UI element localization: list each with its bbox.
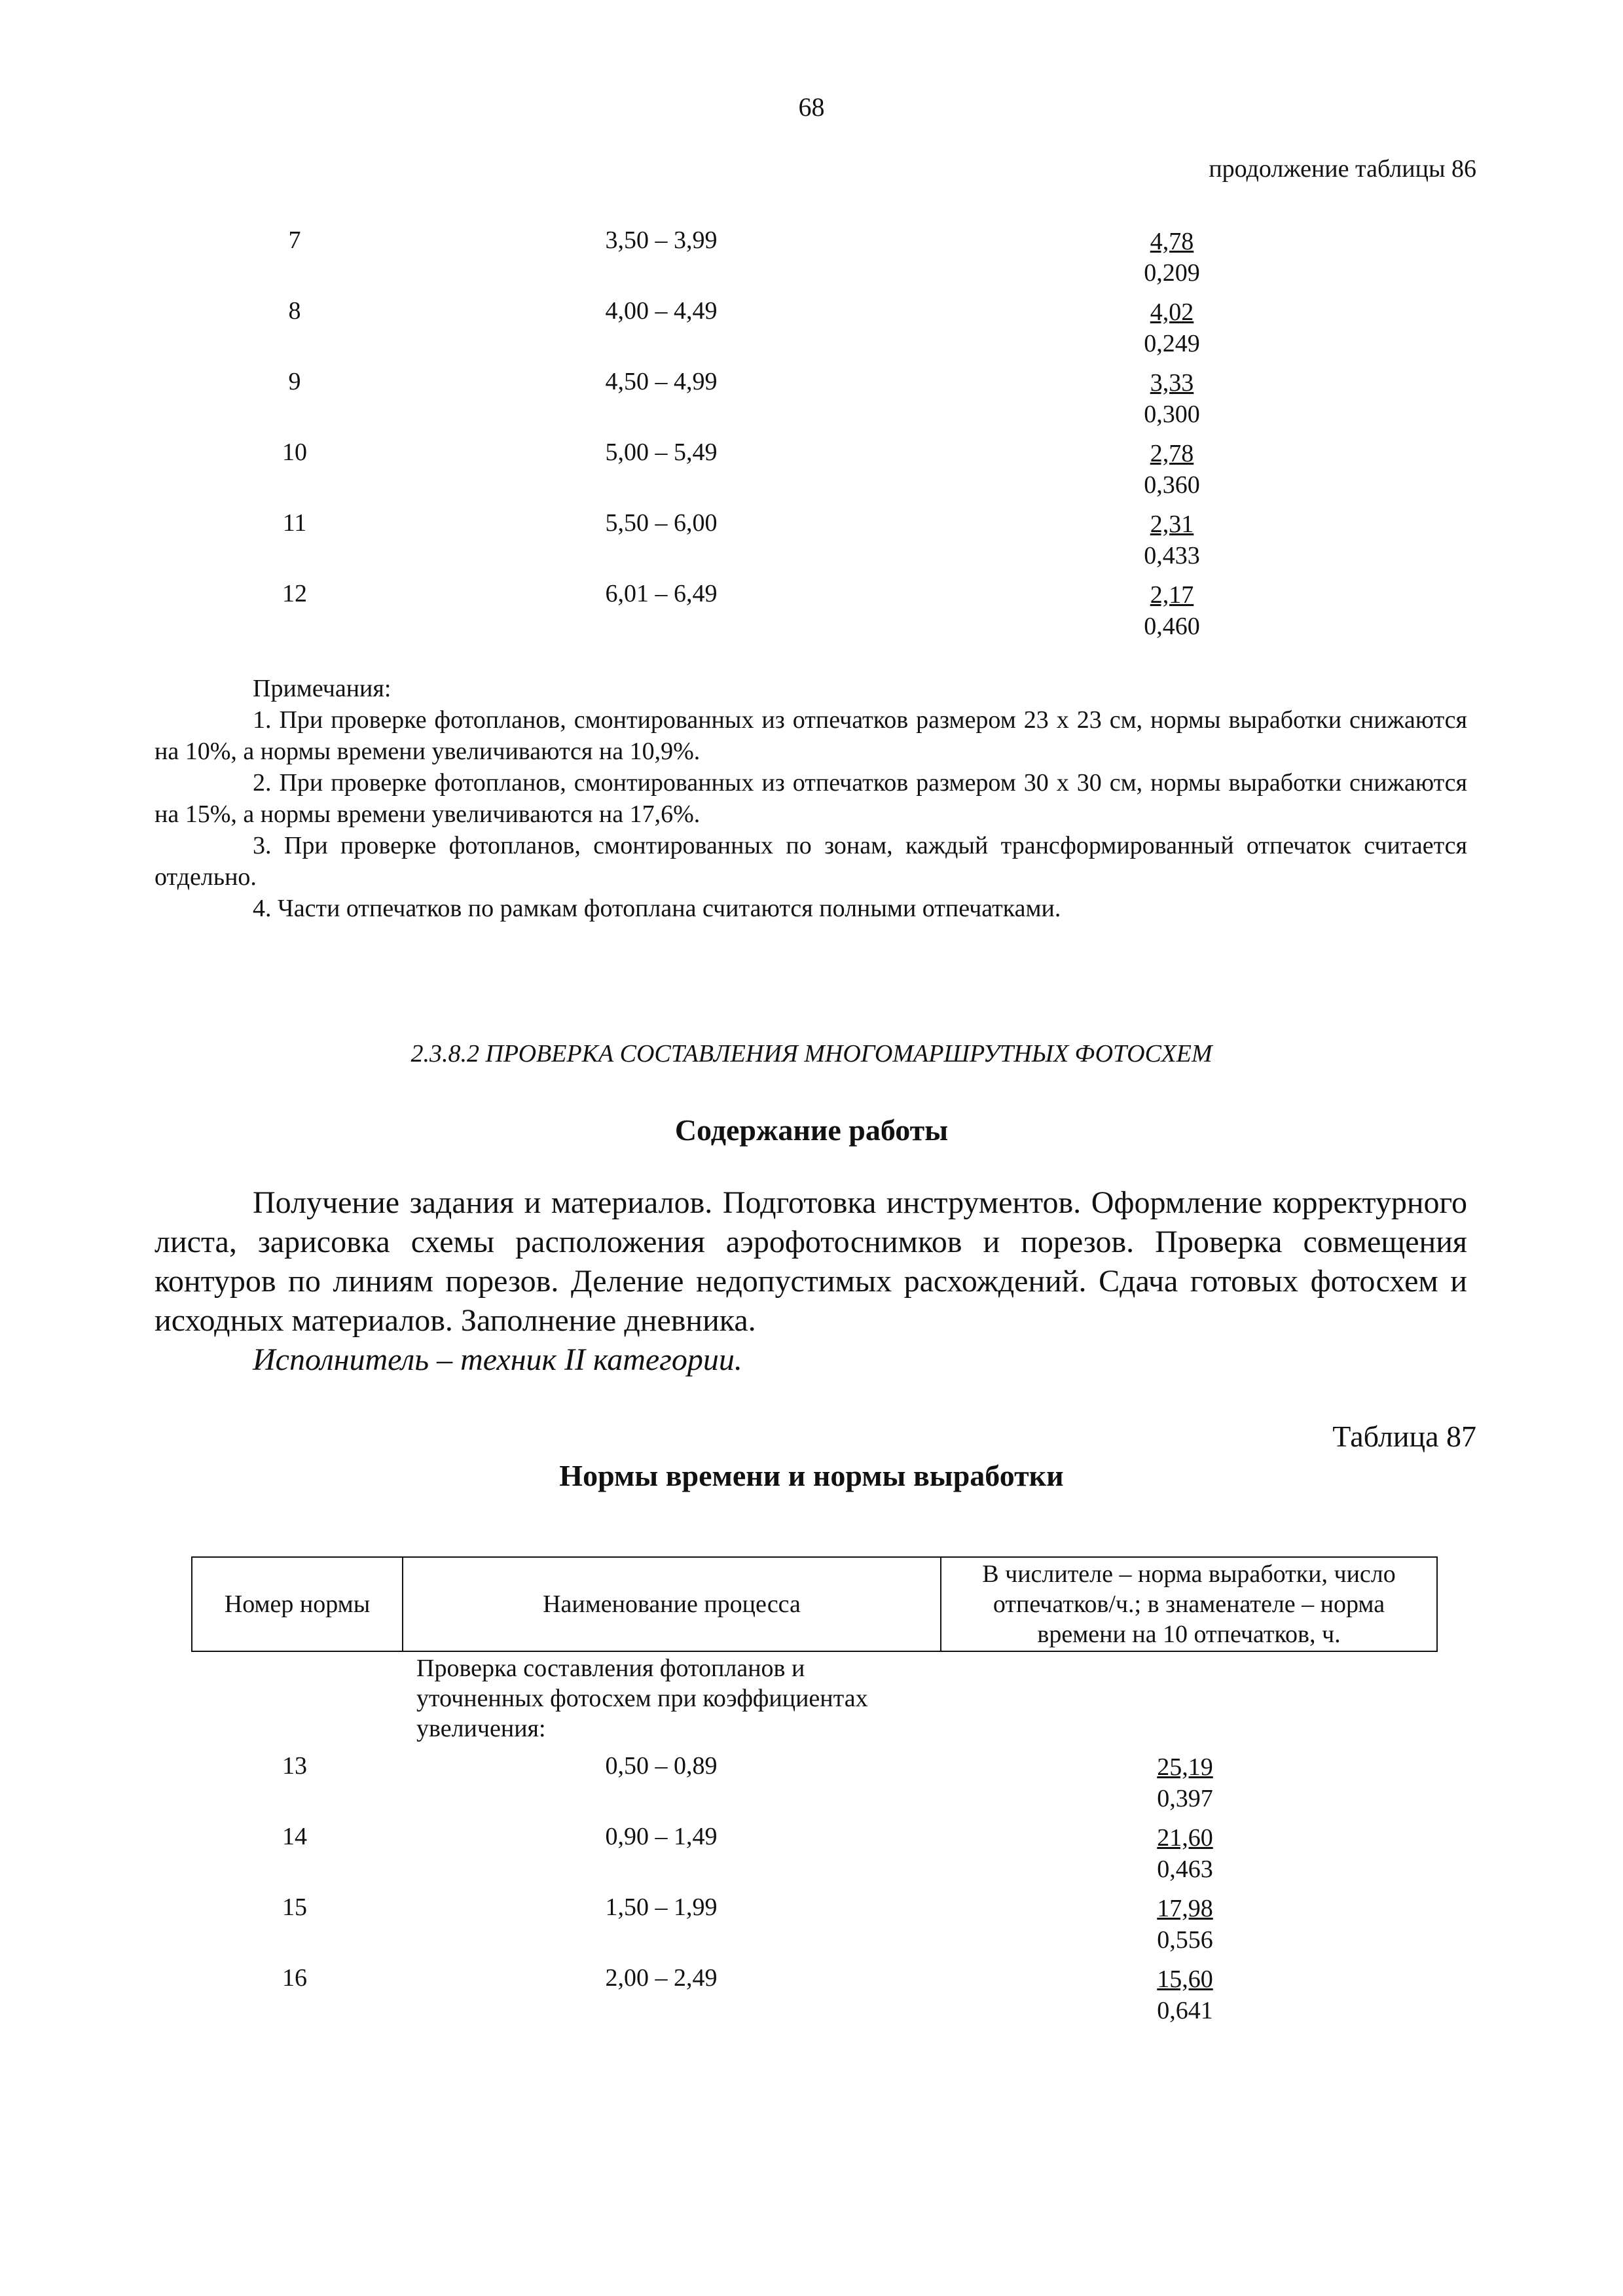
header-norm-number: Номер нормы (192, 1558, 403, 1651)
note-item: 1. При проверке фотопланов, смонтированных из отпечатков размером 23 х 23 см, нормы выработки снижаются на 10%, а нормы времени увеличиваются на 10,9%. (155, 706, 1467, 765)
norm-number: 10 (282, 439, 307, 466)
norm-numerator: 2,78 (1150, 440, 1194, 467)
table-row (0, 579, 1623, 650)
norm-denominator: 0,460 (1144, 613, 1200, 640)
norm-fraction (1139, 1751, 1231, 1814)
coefficient-range: 1,50 – 1,99 (605, 1893, 718, 1921)
notes-block (155, 673, 1467, 924)
norm-denominator: 0,249 (1144, 330, 1200, 357)
norm-fraction (1126, 226, 1218, 289)
norm-denominator: 0,463 (1157, 1856, 1213, 1883)
norm-fraction (1139, 1964, 1231, 2026)
table-row (0, 296, 1623, 367)
norm-numerator: 3,33 (1150, 369, 1194, 397)
norm-denominator: 0,641 (1157, 1997, 1213, 2024)
header-process-name: Наименование процесса (403, 1558, 941, 1651)
note-item: 3. При проверке фотопланов, смонтированных по зонам, каждый трансформированный отпечаток считается отдельно. (155, 832, 1467, 891)
norm-number: 9 (288, 368, 301, 395)
norm-number: 11 (282, 509, 307, 537)
table-title: Нормы времени и нормы выработки (559, 1459, 1064, 1492)
norm-number: 12 (282, 580, 307, 607)
norm-numerator: 21,60 (1157, 1824, 1213, 1852)
coefficient-range: 0,50 – 0,89 (605, 1752, 718, 1780)
coefficient-range: 0,90 – 1,49 (605, 1823, 718, 1850)
executor-line: Исполнитель – техник II категории. (253, 1342, 742, 1377)
norm-denominator: 0,209 (1144, 259, 1200, 287)
coefficient-range: 5,00 – 5,49 (605, 439, 718, 466)
norm-number: 7 (288, 226, 301, 254)
table-row (0, 1964, 1623, 2034)
table-row (0, 226, 1623, 296)
norm-numerator: 2,31 (1150, 511, 1194, 538)
page-number: 68 (798, 92, 825, 122)
norm-fraction (1126, 438, 1218, 501)
header-norm-description: В числителе – норма выработки, число отпечатков/ч.; в знаменателе – норма времени на 10 отпечатков, ч. (982, 1560, 1396, 1648)
content-heading: Содержание работы (674, 1113, 949, 1147)
coefficient-range: 6,01 – 6,49 (605, 580, 718, 607)
section-title: 2.3.8.2 ПРОВЕРКА СОСТАВЛЕНИЯ МНОГОМАРШРУТНЫХ ФОТОСХЕМ (410, 1040, 1213, 1067)
norm-denominator: 0,556 (1157, 1926, 1213, 1954)
note-item: 4. Части отпечатков по рамкам фотоплана считаются полными отпечатками. (253, 895, 1061, 922)
norm-fraction (1126, 367, 1218, 430)
norm-denominator: 0,300 (1144, 401, 1200, 428)
norm-number: 15 (282, 1893, 307, 1921)
coefficient-range: 3,50 – 3,99 (605, 226, 718, 254)
coefficient-range: 2,00 – 2,49 (605, 1964, 718, 1992)
norm-numerator: 2,17 (1150, 581, 1194, 609)
norm-numerator: 25,19 (1157, 1753, 1213, 1781)
note-item: 2. При проверке фотопланов, смонтированных из отпечатков размером 30 х 30 см, нормы выработки снижаются на 15%, а нормы времени увеличиваются на 17,6%. (155, 769, 1467, 828)
process-description: Проверка составления фотопланов и уточненных фотосхем при коэффициентах увеличения: (416, 1655, 868, 1742)
norm-numerator: 15,60 (1157, 1965, 1213, 1993)
table-row (0, 367, 1623, 438)
table-continuation-label: продолжение таблицы 86 (1209, 155, 1476, 183)
norm-numerator: 4,78 (1150, 228, 1194, 255)
norm-fraction (1139, 1822, 1231, 1885)
norm-denominator: 0,397 (1157, 1785, 1213, 1812)
work-content-text: Получение задания и материалов. Подготовка инструментов. Оформление корректурного листа, зарисовка схемы расположения аэрофотоснимков и порезов. Проверка совмещения контуров по линиям порезов. Деление недопустимых расхождений. Сдача готовых фотосхем и исходных материалов. Заполнение дневника. (155, 1185, 1467, 1338)
coefficient-range: 5,50 – 6,00 (605, 509, 718, 537)
table-row (0, 1822, 1623, 1893)
table-row (0, 1893, 1623, 1964)
norm-number: 8 (288, 297, 301, 325)
table-header (191, 1556, 1438, 1652)
table-row (0, 438, 1623, 509)
notes-title: Примечания: (253, 675, 392, 702)
norm-number: 16 (282, 1964, 307, 1992)
norm-number: 14 (282, 1823, 307, 1850)
norm-fraction (1139, 1893, 1231, 1956)
norm-fraction (1126, 509, 1218, 571)
norm-fraction (1126, 296, 1218, 359)
norm-number: 13 (282, 1752, 307, 1780)
norm-fraction (1126, 579, 1218, 642)
norm-numerator: 17,98 (1157, 1895, 1213, 1922)
norm-denominator: 0,433 (1144, 542, 1200, 569)
coefficient-range: 4,50 – 4,99 (605, 368, 718, 395)
table-row (0, 1751, 1623, 1822)
table-label: Таблица 87 (1332, 1420, 1476, 1453)
work-content (155, 1183, 1467, 1380)
table-row (0, 509, 1623, 579)
norm-denominator: 0,360 (1144, 471, 1200, 499)
coefficient-range: 4,00 – 4,49 (605, 297, 718, 325)
norm-numerator: 4,02 (1150, 298, 1194, 326)
